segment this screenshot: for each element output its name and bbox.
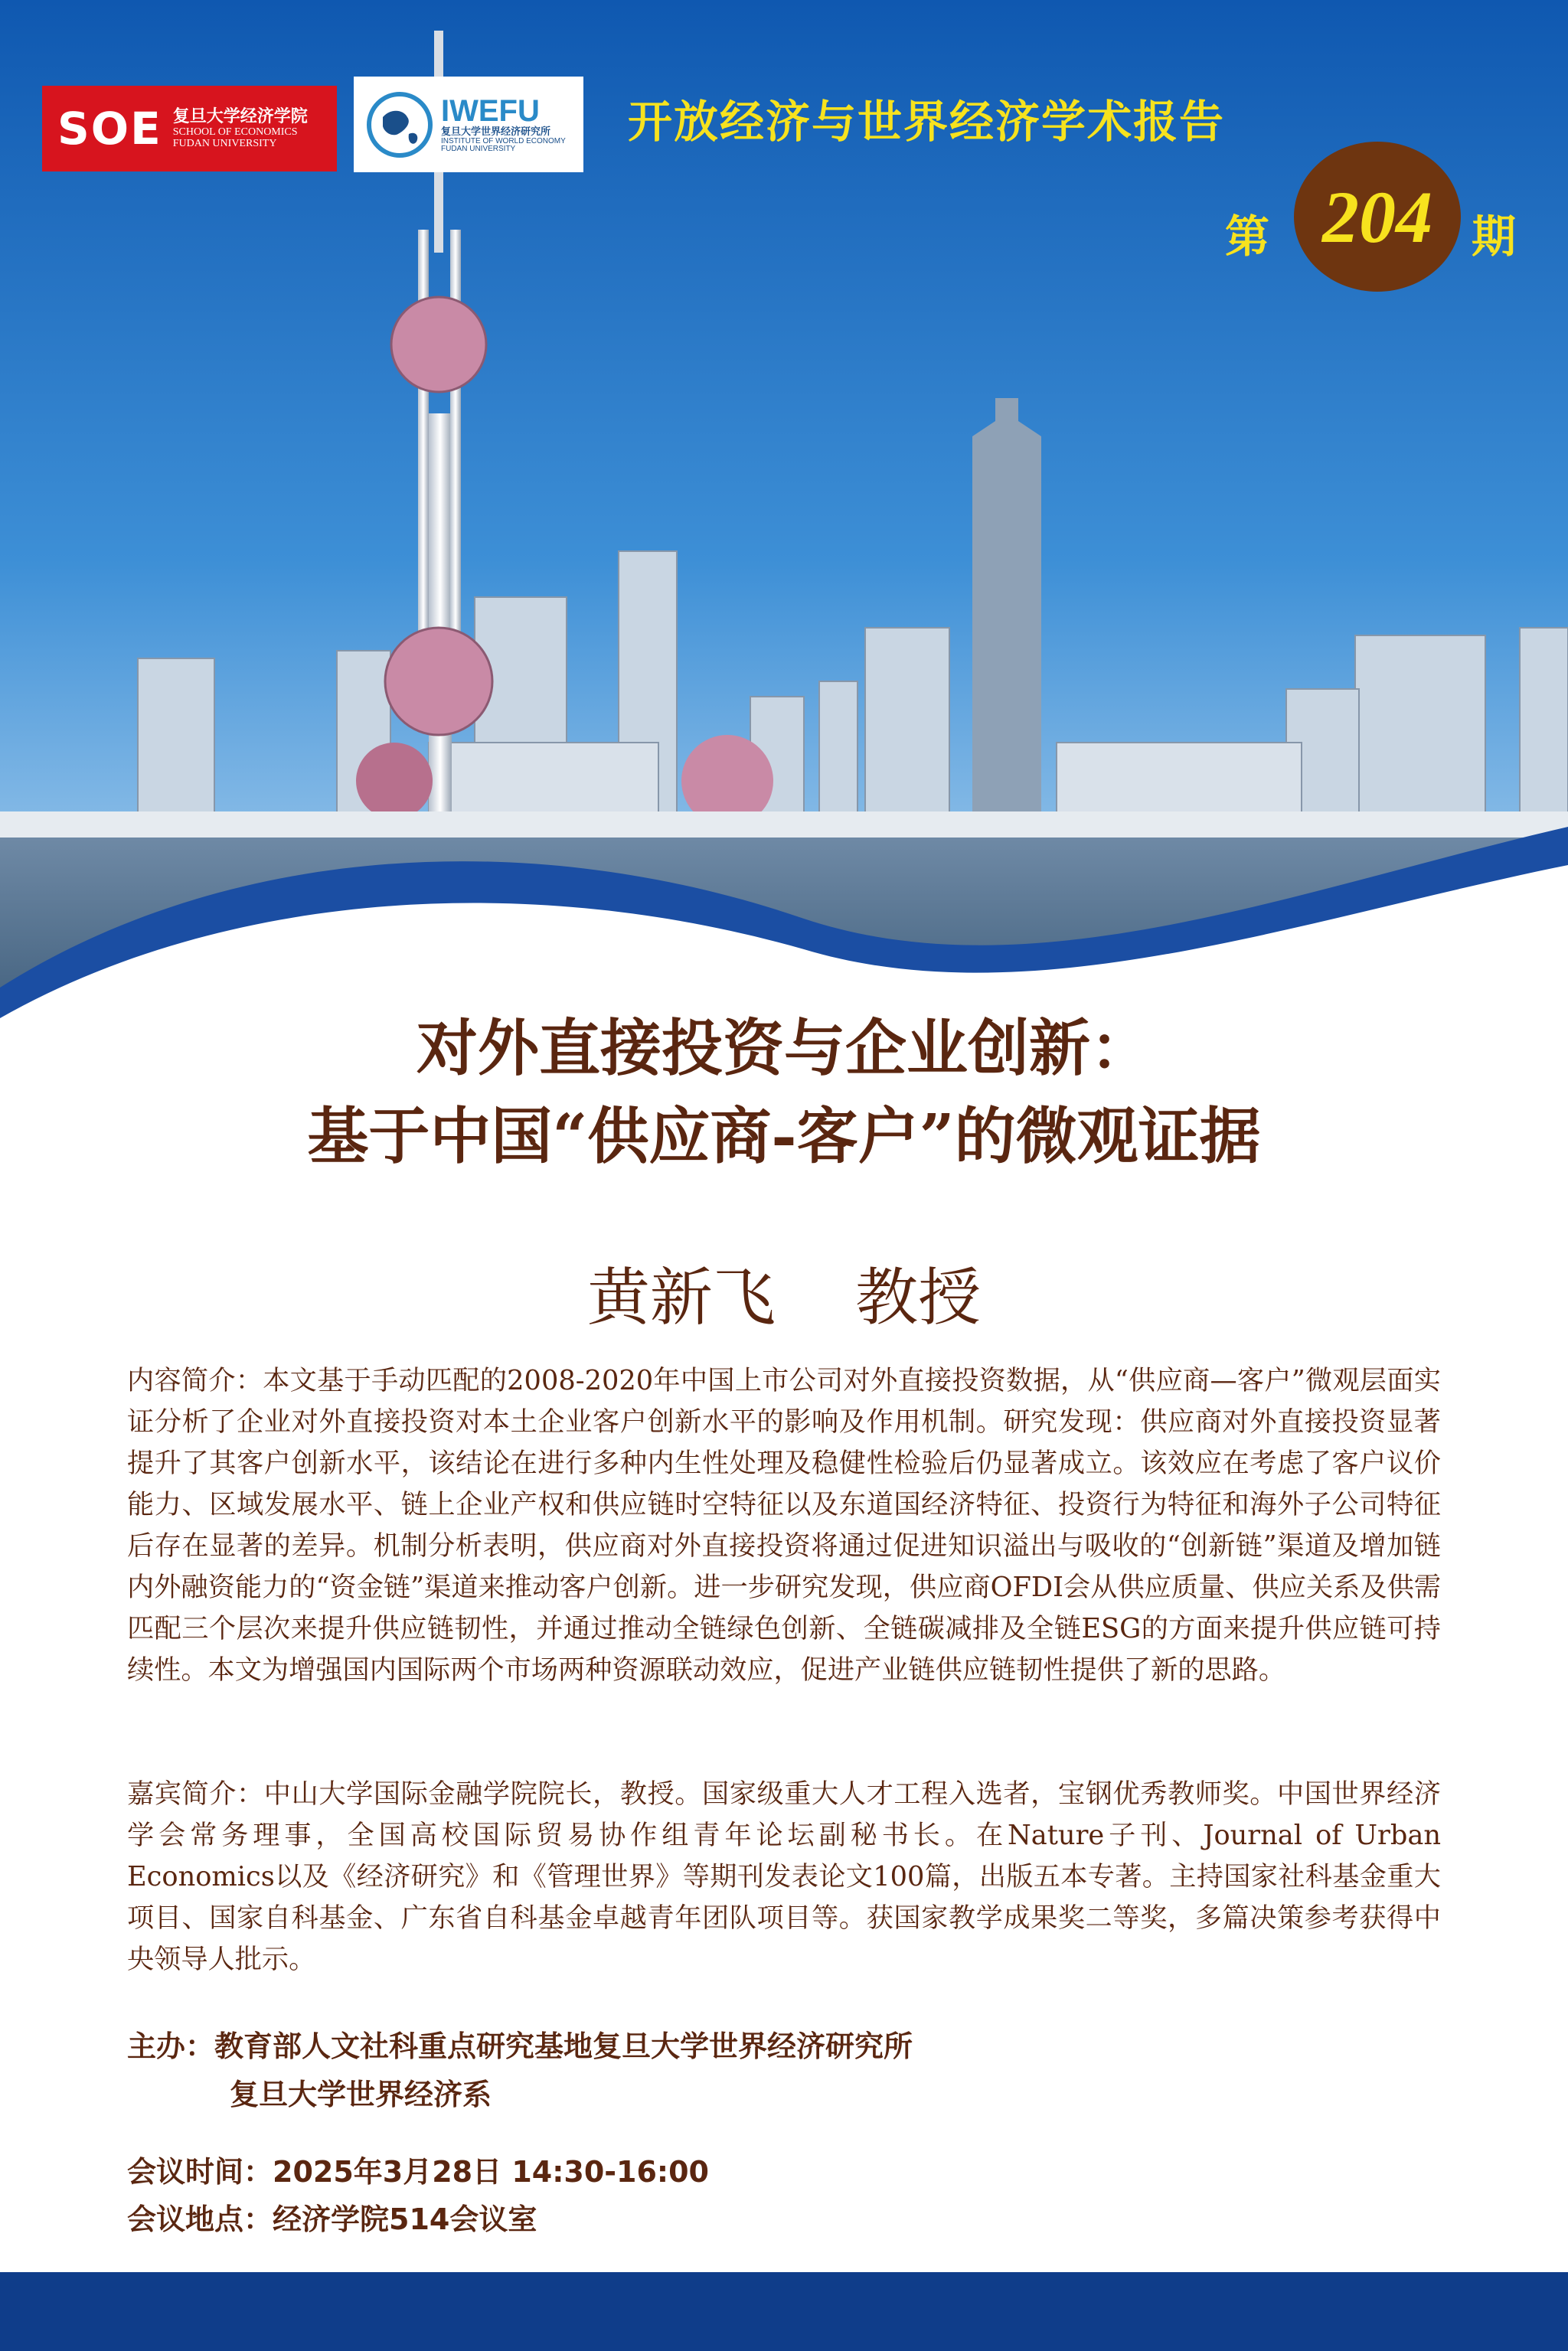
iwefu-logo-mark: IWEFU	[441, 94, 540, 129]
iwefu-logo	[354, 77, 583, 172]
issue-badge	[1294, 142, 1461, 292]
soe-logo-cn: 复旦大学经济学院	[172, 106, 308, 126]
issue-prefix: 第	[1225, 211, 1270, 263]
meeting-place: 会议地点：经济学院514会议室	[127, 2202, 537, 2236]
soe-logo-en-2: FUDAN UNIVERSITY	[172, 138, 277, 150]
talk-title-line-1: 对外直接投资与企业创新：	[416, 1012, 1152, 1084]
speaker-bio: 嘉宾简介：中山大学国际金融学院院长，教授。国家级重大人才工程入选者，宝钢优秀教师奖。中国世界经济学会常务理事，全国高校国际贸易协作组青年论坛副秘书长。在Nature子刊、Journal of Urban Economics以及《经济研究》和《管理世界》等期刊发表论文100篇，出版五本专著。主持国家社科基金重大项目、国家自科基金、广东省自科基金卓越青年团队项目等。获国家教学成果奖二等奖，多篇决策参考获得中央领导人批示。	[127, 1778, 1441, 1975]
host-line-2: 复旦大学世界经济系	[230, 2078, 492, 2111]
meeting-time: 会议时间：2025年3月28日 14:30-16:00	[127, 2155, 710, 2189]
iwefu-logo-cn: 复旦大学世界经济研究所	[441, 126, 551, 139]
soe-logo	[42, 86, 337, 171]
issue-suffix: 期	[1472, 211, 1517, 263]
soe-logo-en-1: SCHOOL OF ECONOMICS	[172, 126, 298, 138]
speaker-name: 黄新飞 教授	[586, 1262, 982, 1334]
iwefu-logo-text	[441, 95, 566, 154]
talk-title-line-2: 基于中国“供应商-客户”的微观证据	[307, 1100, 1261, 1172]
globe-icon	[361, 87, 438, 163]
iwefu-logo-en-2: FUDAN UNIVERSITY	[441, 145, 516, 154]
host-line-1: 主办：教育部人文社科重点研究基地复旦大学世界经济研究所	[127, 2029, 913, 2063]
series-title: 开放经济与世界经济学术报告	[628, 96, 1226, 148]
footer-bar	[0, 2272, 1568, 2351]
issue-number: 204	[1322, 175, 1432, 258]
soe-logo-mark: SOE	[57, 103, 162, 155]
iwefu-logo-en-1: INSTITUTE OF WORLD ECONOMY	[441, 136, 566, 145]
soe-logo-text	[173, 108, 308, 150]
abstract-text: 内容简介：本文基于手动匹配的2008-2020年中国上市公司对外直接投资数据，从“供应商—客户”微观层面实证分析了企业对外直接投资对本土企业客户创新水平的影响及作用机制。研究发现：供应商对外直接投资显著提升了其客户创新水平，该结论在进行多种内生性处理及稳健性检验后仍显著成立。该效应在考虑了客户议价能力、区域发展水平、链上企业产权和供应链时空特征以及东道国经济特征、投资行为特征和海外子公司特征后存在显著的差异。机制分析表明，供应商对外直接投资将通过促进知识溢出与吸收的“创新链”渠道及增加链内外融资能力的“资金链”渠道来推动客户创新。进一步研究发现，供应商OFDI会从供应质量、供应关系及供需匹配三个层次来提升供应链韧性，并通过推动全链绿色创新、全链碳减排及全链ESG的方面来提升供应链可持续性。本文为增强国内国际两个市场两种资源联动效应，促进产业链供应链韧性提供了新的思路。	[127, 1365, 1441, 1686]
